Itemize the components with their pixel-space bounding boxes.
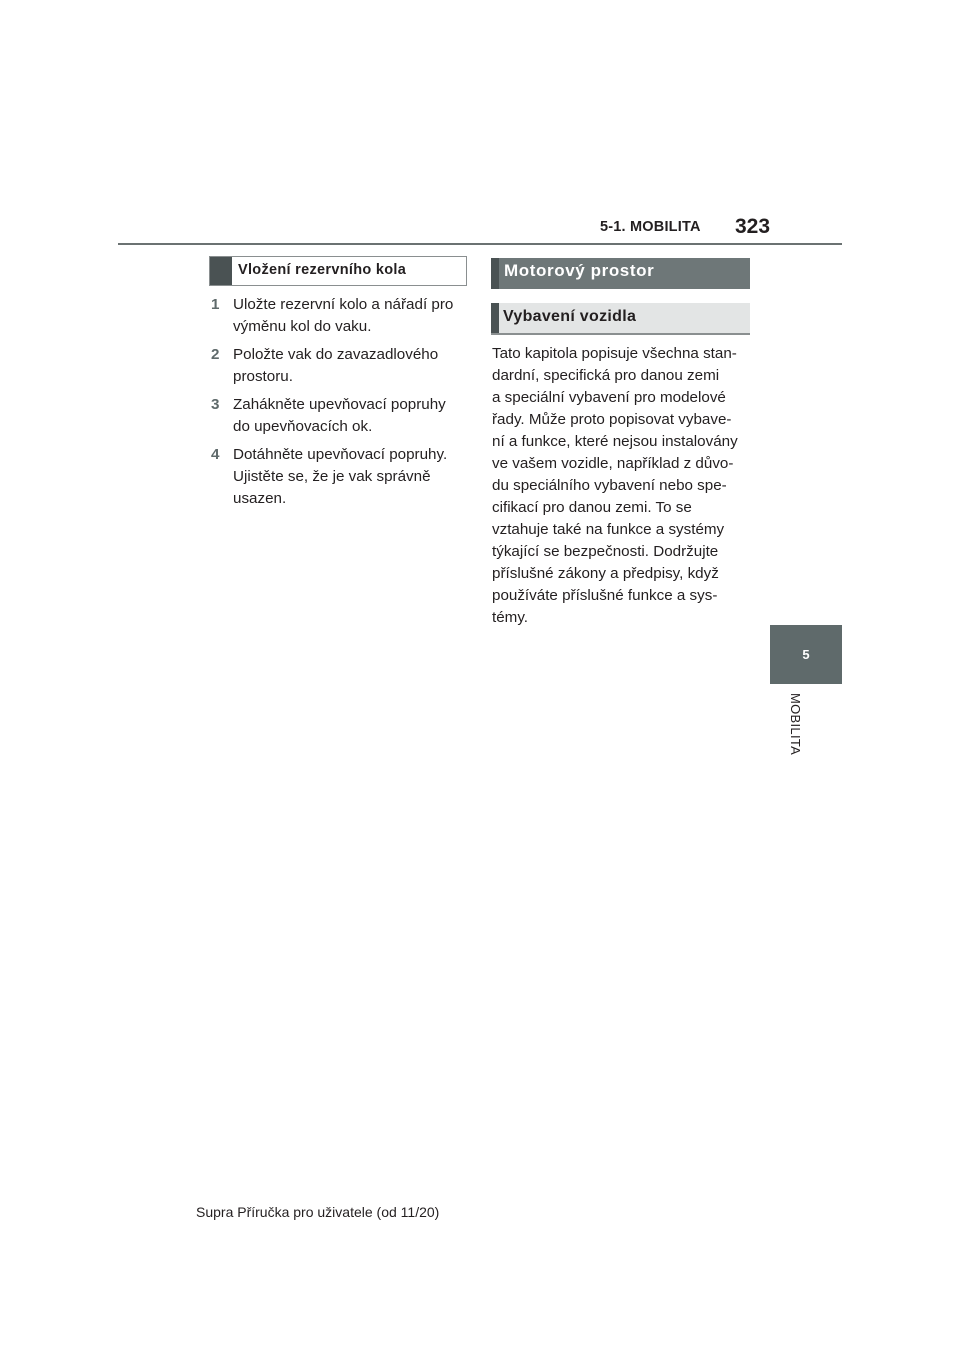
step-text-line: do upevňovacích ok. <box>233 418 373 435</box>
main-section-heading <box>491 258 750 289</box>
sub-section-heading <box>491 303 750 335</box>
step-item <box>211 394 469 438</box>
step-text-line: Ujistěte se, že je vak správně <box>233 468 431 485</box>
paragraph-line: příslušné zákony a předpisy, když <box>492 565 719 582</box>
paragraph-line: Tato kapitola popisuje všechna stan- <box>492 345 737 362</box>
step-number: 3 <box>211 396 220 413</box>
paragraph-line: řady. Může proto popisovat vybave- <box>492 411 732 428</box>
body-paragraph <box>492 343 754 629</box>
paragraph-line: týkající se bezpečnosti. Dodržujte <box>492 543 719 560</box>
left-section-heading-text: Vložení rezervního kola <box>238 262 407 278</box>
paragraph-line: ní a funkce, které nejsou instalovány <box>492 433 738 450</box>
paragraph-line: dardní, specifická pro danou zemi <box>492 367 720 384</box>
chapter-tab-title: MOBILITA <box>788 693 803 756</box>
step-text-line: Položte vak do zavazadlového <box>233 346 439 363</box>
chapter-tab-number: 5 <box>770 625 842 684</box>
step-text-line: výměnu kol do vaku. <box>233 318 372 335</box>
paragraph-line: používáte příslušné funkce a sys- <box>492 587 718 604</box>
step-text-line: Uložte rezervní kolo a nářadí pro <box>233 296 454 313</box>
paragraph-line: témy. <box>492 609 529 626</box>
paragraph-line: ve vašem vozidle, například z důvo- <box>492 455 734 472</box>
section-label: 5-1. MOBILITA <box>600 219 701 235</box>
heading-accent-bar <box>491 258 499 289</box>
heading-accent-bar <box>210 257 232 285</box>
step-number: 2 <box>211 346 220 363</box>
step-item <box>211 294 469 338</box>
footer-text: Supra Příručka pro uživatele (od 11/20) <box>196 1204 440 1220</box>
step-text-line: usazen. <box>233 490 287 507</box>
step-number: 1 <box>211 296 220 313</box>
step-item <box>211 444 469 510</box>
step-text-line: Zahákněte upevňovací popruhy <box>233 396 446 413</box>
step-text-line: prostoru. <box>233 368 293 385</box>
main-section-heading-text: Motorový prostor <box>504 261 655 280</box>
header-divider <box>118 243 842 245</box>
step-number: 4 <box>211 446 220 463</box>
steps-list <box>211 294 469 516</box>
paragraph-line: vztahuje také na funkce a systémy <box>492 521 725 538</box>
left-section-heading <box>209 256 467 286</box>
paragraph-line: cifikací pro danou zemi. To se <box>492 499 692 516</box>
step-item <box>211 344 469 388</box>
paragraph-line: a speciální vybavení pro modelové <box>492 389 726 406</box>
heading-accent-bar <box>491 303 499 333</box>
sub-section-heading-text: Vybavení vozidla <box>503 308 637 325</box>
step-text-line: Dotáhněte upevňovací popruhy. <box>233 446 448 463</box>
paragraph-line: du speciálního vybavení nebo spe- <box>492 477 727 494</box>
page-number: 323 <box>735 215 771 238</box>
